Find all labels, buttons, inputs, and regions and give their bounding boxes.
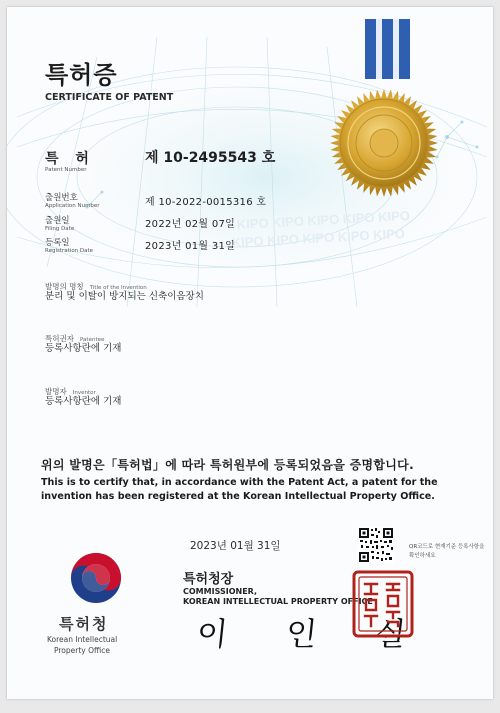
commissioner-title-en-line1: COMMISSIONER,	[183, 587, 258, 596]
page-subtitle: CERTIFICATE OF PATENT	[45, 92, 174, 103]
inventor-label-en: Inventor	[72, 390, 96, 396]
application-number-value: 제 10-2022-0015316 호	[145, 197, 267, 208]
watermark-text: KIPO KIPO KIPO KIPO KIPO	[236, 207, 411, 232]
logo-name-en-line2: Property Office	[54, 646, 111, 655]
invention-title-label: 발명의 명칭	[45, 282, 84, 291]
patentee-label-en: Patentee	[79, 337, 105, 343]
inventor-value: 등록사항란에 기재	[45, 396, 122, 407]
issue-date: 2023년 01월 31일	[190, 540, 281, 552]
invention-title-label-en: Title of the Invention	[89, 285, 147, 291]
patentee-value: 등록사항란에 기재	[45, 343, 122, 354]
patent-number-value: 제 10-2495543 호	[145, 150, 276, 166]
patentee-label: 특허권자	[45, 334, 74, 343]
kipo-logo-icon	[70, 552, 122, 604]
logo-name-en-line1: Korean Intellectual	[47, 635, 118, 644]
certificate-page	[7, 7, 493, 699]
qr-note: QR코드로 현재기준 등록사항을 확인하세요	[409, 544, 485, 559]
watermark-text: KIPO KIPO KIPO KIPO KIPO	[231, 225, 406, 250]
commissioner-title-ko: 특허청장	[183, 572, 234, 587]
inventor-label: 발명자	[45, 387, 67, 396]
application-number-label-en: Application Number	[45, 203, 100, 209]
official-seal-icon	[352, 570, 414, 638]
patent-number-label-en: Patent Number	[45, 167, 87, 173]
patent-number-label: 특 허	[45, 151, 95, 167]
commissioner-title-en-line2: KOREAN INTELLECTUAL PROPERTY OFFICE	[183, 597, 373, 606]
certification-statement-ko: 위의 발명은「특허법」에 따라 특허원부에 등록되었음을 증명합니다.	[41, 458, 414, 472]
gold-seal-icon	[330, 89, 438, 197]
registration-date-label: 등록일	[45, 238, 70, 248]
logo-name-ko: 특허청	[59, 615, 109, 633]
filing-date-label-en: Filing Date	[45, 226, 75, 232]
filing-date-value: 2022년 02월 07일	[145, 219, 236, 230]
filing-date-label: 출원일	[45, 216, 70, 226]
certification-statement-en-line1: This is to certify that, in accordance with the Patent Act, a patent for the	[41, 477, 438, 488]
registration-date-value: 2023년 01월 31일	[145, 241, 236, 252]
commissioner-signature: 이 인 실	[194, 615, 432, 653]
page-title: 특허증	[45, 61, 118, 89]
qr-code-icon	[358, 527, 394, 563]
invention-title-value: 분리 및 이탈이 방지되는 신축이음장치	[45, 291, 204, 302]
certification-statement-en-line2: invention has been registered at the Korean Intellectual Property Office.	[41, 491, 435, 502]
registration-date-label-en: Registration Date	[45, 248, 94, 254]
application-number-label: 출원번호	[45, 193, 78, 203]
